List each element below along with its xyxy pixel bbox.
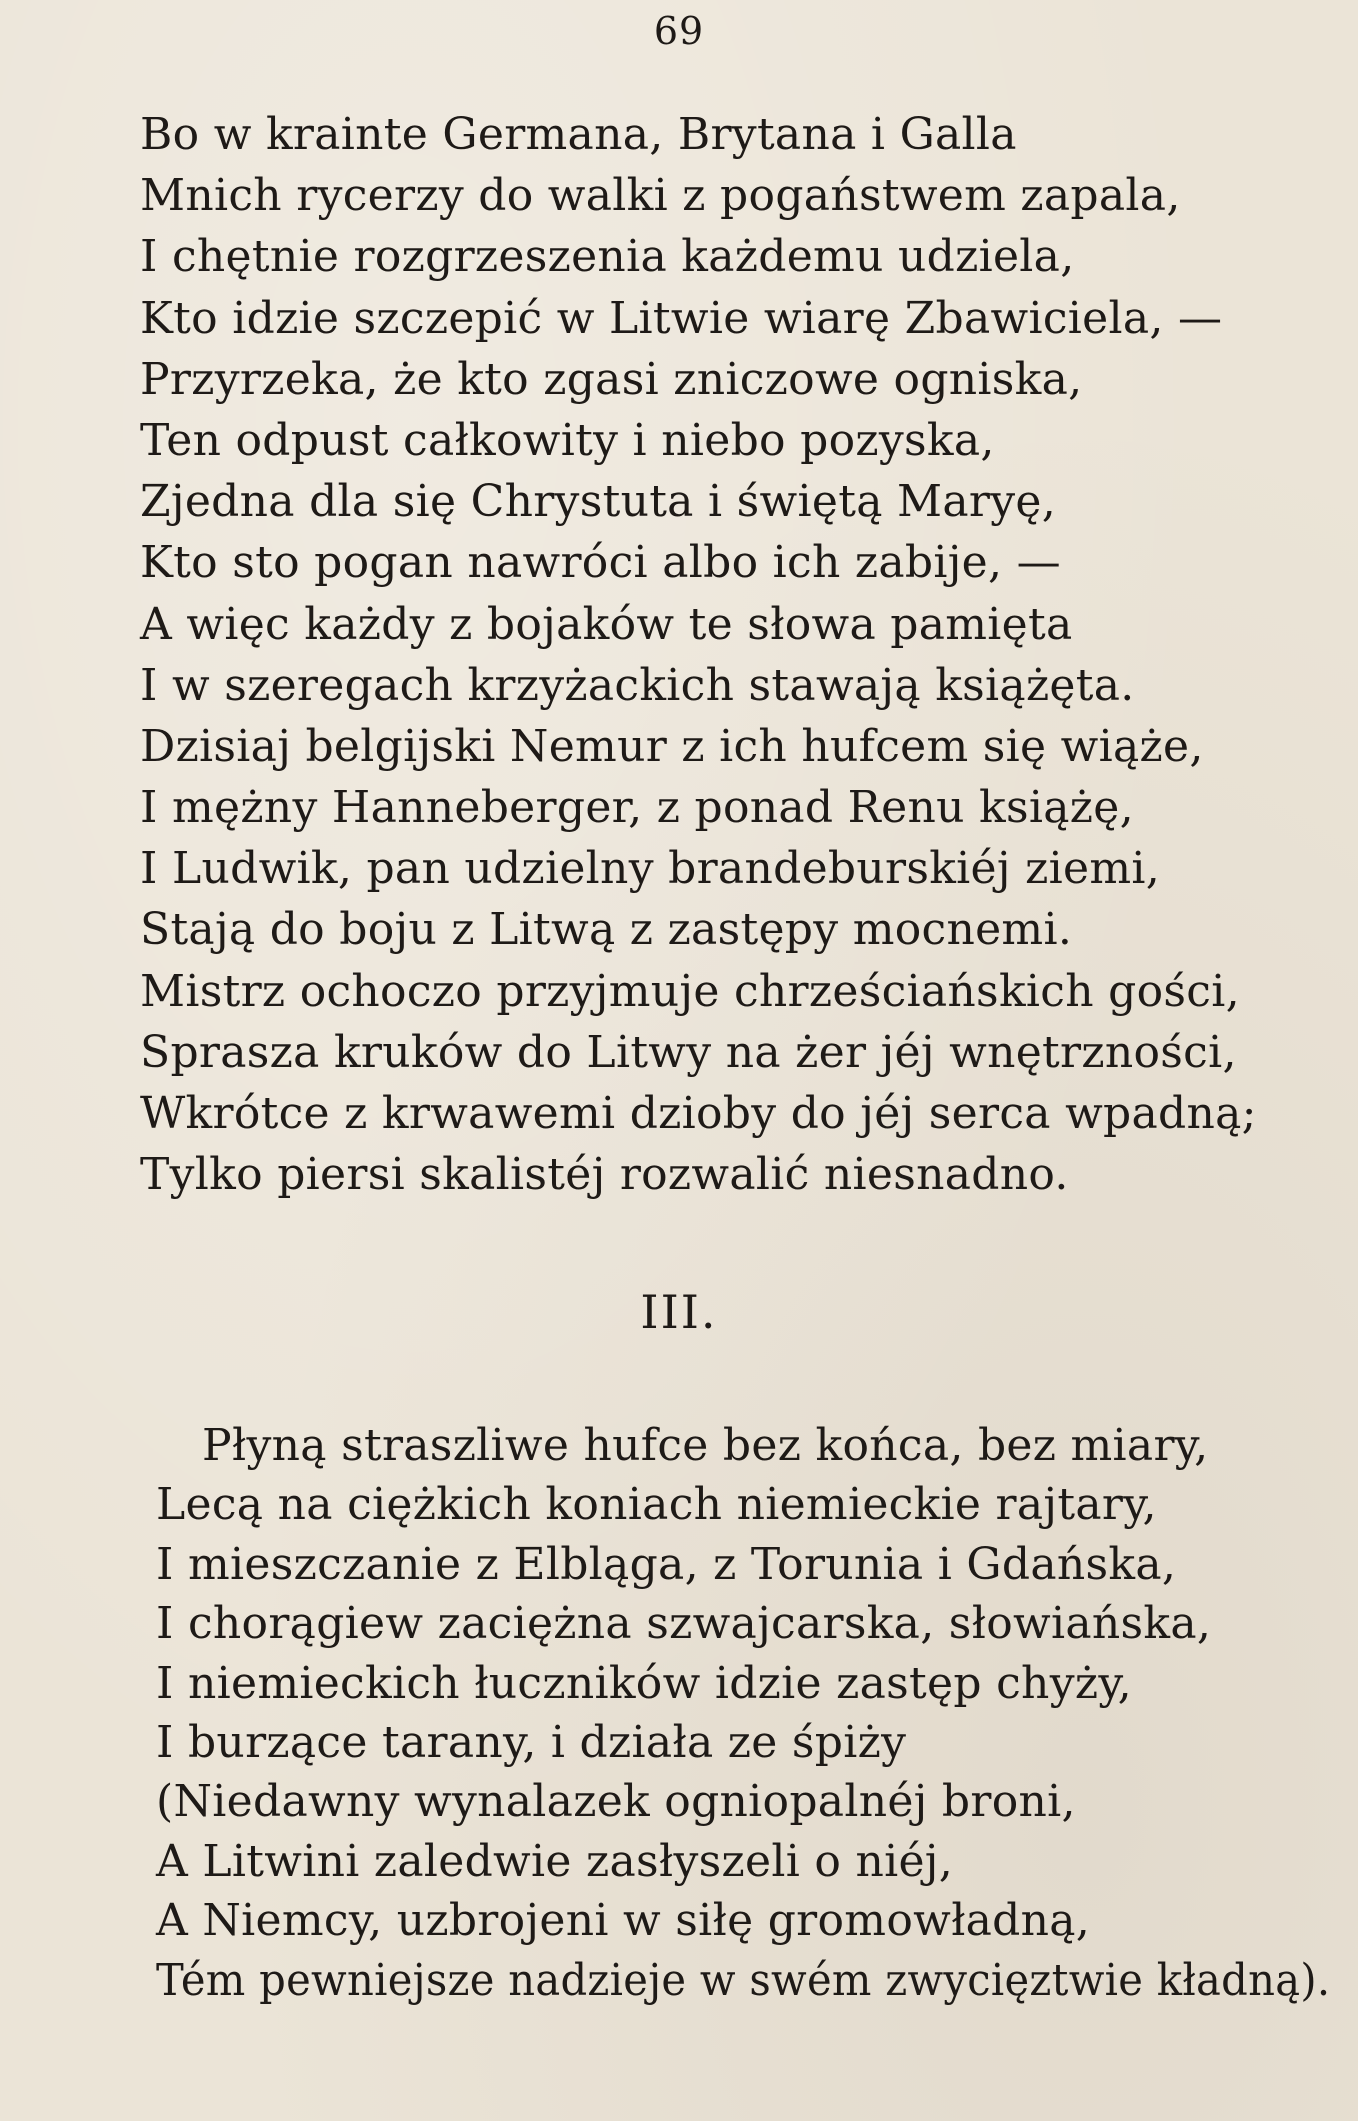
- verse-line: Mnich rycerzy do walki z pogaństwem zapala,: [140, 170, 1181, 222]
- verse-line: Mistrz ochoczo przyjmuje chrześciańskich gości,: [140, 965, 1240, 1017]
- verse-line: I niemieckich łuczników idzie zastęp chyży,: [156, 1657, 1132, 1709]
- verse-line: Lecą na ciężkich koniach niemieckie rajtary,: [156, 1479, 1157, 1531]
- section-heading: III.: [640, 1285, 718, 1339]
- verse-line: Ten odpust całkowity i niebo pozyska,: [140, 414, 995, 466]
- verse-line: A Niemcy, uzbrojeni w siłę gromowładną,: [156, 1895, 1091, 1947]
- verse-line: I Ludwik, pan udzielny brandeburskiéj ziemi,: [140, 843, 1161, 895]
- verse-line: A Litwini zaledwie zasłyszeli o niéj,: [156, 1835, 954, 1887]
- verse-line: I w szeregach krzyżackich stawają książęta.: [140, 659, 1135, 711]
- verse-line: I mieszczanie z Elbląga, z Torunia i Gdańska,: [156, 1538, 1177, 1590]
- verse-line: I mężny Hanneberger, z ponad Renu książę,: [140, 782, 1134, 834]
- page-number: 69: [653, 9, 705, 53]
- verse-line: Tém pewniejsze nadzieje w swém zwycięztwie kładną).: [156, 1954, 1331, 2006]
- verse-line: I chorągiew zaciężna szwajcarska, słowiańska,: [156, 1598, 1212, 1650]
- verse-line: Stają do boju z Litwą z zastępy mocnemi.: [140, 904, 1073, 956]
- verse-line: Bo w krainte Germana, Brytana i Galla: [140, 109, 1017, 160]
- verse-line: I burzące tarany, i działa ze śpiży: [156, 1716, 907, 1768]
- verse-line: Zjedna dla się Chrystuta i świętą Maryę,: [140, 476, 1057, 528]
- stanza-1: [140, 104, 1257, 1205]
- verse-line: Przyrzeka, że kto zgasi zniczowe ogniska,: [140, 353, 1083, 405]
- verse-line: (Niedawny wynalazek ogniopalnéj broni,: [156, 1776, 1076, 1828]
- stanza-2: [156, 1416, 1358, 2010]
- verse-line: I chętnie rozgrzeszenia każdemu udziela,: [140, 231, 1075, 283]
- verse-line: Sprasza kruków do Litwy na żer jéj wnętrzności,: [140, 1026, 1237, 1078]
- verse-line: Kto sto pogan nawróci albo ich zabije, —: [140, 537, 1061, 589]
- verse-line: Wkrótce z krwawemi dzioby do jéj serca wpadną;: [140, 1088, 1257, 1139]
- verse-line: Tylko piersi skalistéj rozwalić niesnadno.: [140, 1149, 1069, 1201]
- verse-line: Dzisiaj belgijski Nemur z ich hufcem się wiąże,: [140, 720, 1204, 772]
- verse-line: A więc każdy z bojaków te słowa pamięta: [140, 598, 1073, 650]
- verse-line: Kto idzie szczepić w Litwie wiarę Zbawiciela, —: [140, 292, 1223, 344]
- verse-line: Płyną straszliwe hufce bez końca, bez miary,: [202, 1420, 1209, 1471]
